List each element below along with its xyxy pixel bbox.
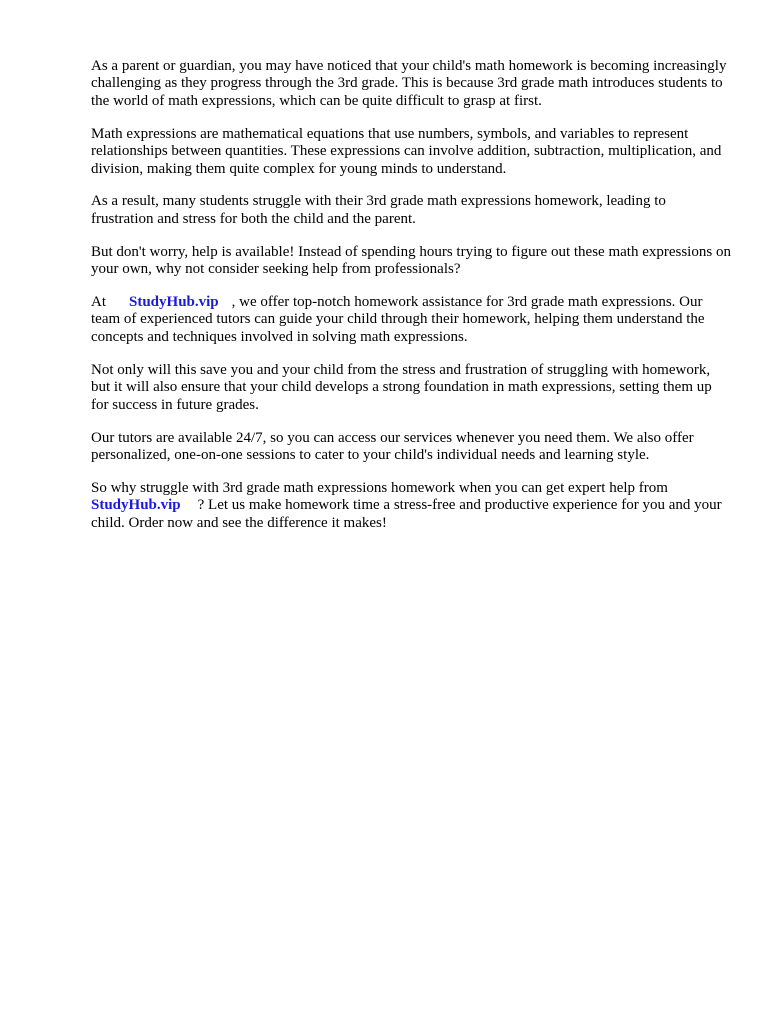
document-body [91, 58, 731, 548]
studyhub-link[interactable]: StudyHub.vip [91, 497, 181, 514]
paragraph-intro: As a parent or guardian, you may have noticed that your child's math homework is becoming increasingly challenging as they progress through the 3rd grade. This is because 3rd grade math introduces students to the world of math expressions, which can be quite difficult to grasp at first. [91, 58, 727, 109]
paragraph-studyhub-offer [91, 294, 731, 346]
paragraph-definition: Math expressions are mathematical equations that use numbers, symbols, and variables to represent relationships between quantities. These expressions can involve addition, subtraction, multiplication, and division, making them quite complex for young minds to understand. [91, 125, 722, 177]
paragraph-call-to-action [91, 480, 731, 532]
paragraph-benefits: Not only will this save you and your child from the stress and frustration of struggling with homework, but it will also ensure that your child develops a strong foundation in math expressions, setting them up for success in future grades. [91, 361, 712, 413]
paragraph-text-after-link: ? Let us make homework time a stress-free and productive experience for you and your child. Order now and see the difference it makes! [91, 497, 722, 531]
paragraph-help-available: But don't worry, help is available! Instead of spending hours trying to figure out these math expressions on your own, why not consider seeking help from professionals? [91, 243, 731, 278]
paragraph-availability: Our tutors are available 24/7, so you can access our services whenever you need them. We also offer personalized, one-on-one sessions to cater to your child's individual needs and learning style. [91, 429, 694, 463]
studyhub-link[interactable]: StudyHub.vip [129, 294, 219, 311]
paragraph-text-before-link: So why struggle with 3rd grade math expressions homework when you can get expert help from [91, 479, 668, 496]
paragraph-text-after-link: , we offer top-notch homework assistance for 3rd grade math expressions. Our team of experienced tutors can guide your child through their homework, helping them understand the concepts and techniques involved in solving math expressions. [91, 294, 705, 345]
paragraph-struggle: As a result, many students struggle with their 3rd grade math expressions homework, leading to frustration and stress for both the child and the parent. [91, 193, 666, 227]
paragraph-text-before-link: At [91, 294, 106, 311]
